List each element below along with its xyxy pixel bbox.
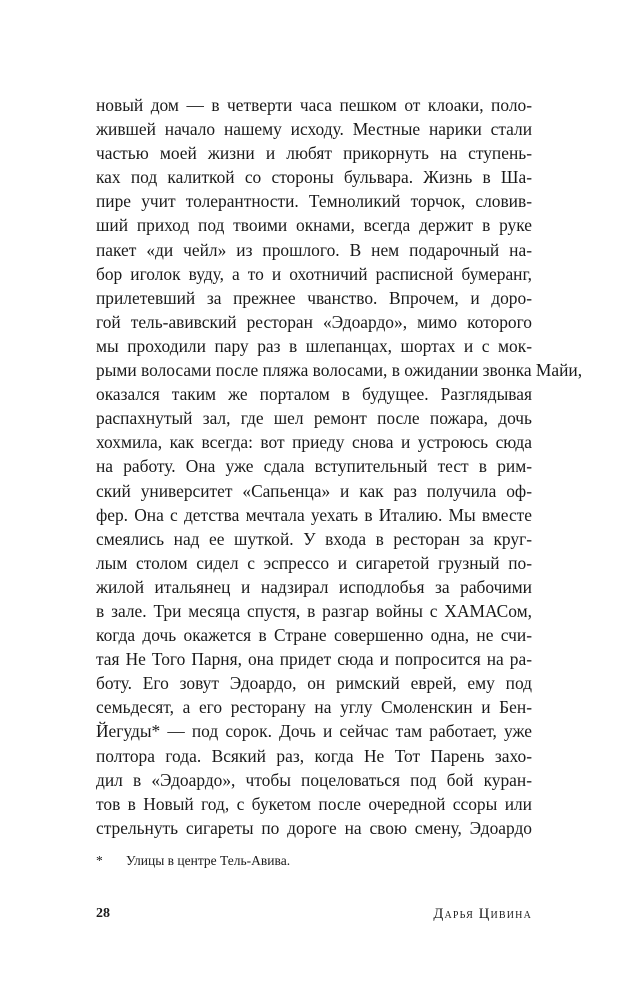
text-line: стрельнуть сигареты по дороге на свою смену, Эдоардо	[96, 817, 532, 838]
text-line: Йегуды* — под сорок. Дочь и сейчас там работает, уже	[96, 721, 532, 742]
footnote-text: Улицы в центре Тель-Авива.	[126, 853, 291, 868]
text-line: смеялись над ее шуткой. У входа в ресторан за круг-	[96, 528, 532, 549]
text-line: боту. Его зовут Эдоардо, он римский еврей, ему под	[96, 673, 532, 694]
text-line: прилетевший за прежнее чванство. Впрочем, и доро-	[96, 287, 532, 308]
text-line: пакет «ди чейл» из прошлого. В нем подарочный на-	[96, 239, 532, 260]
text-line: бор иголок вуду, а то и охотничий расписной бумеранг,	[96, 263, 532, 284]
text-line: когда дочь окажется в Стране совершенно одна, не счи-	[96, 625, 532, 646]
text-line: частью моей жизни и любят прикорнуть на ступень-	[96, 143, 532, 164]
text-line: мы проходили пару раз в шлепанцах, шортах и с мок-	[96, 335, 532, 356]
footnote	[96, 852, 532, 870]
text-line: полтора года. Всякий раз, когда Не Тот Парень захо-	[96, 745, 532, 766]
main-text	[96, 93, 583, 840]
text-line: жилой итальянец и надзирал исподлобья за рабочими	[96, 576, 532, 597]
text-line: дил в «Эдоардо», чтобы поцеловаться под бой куран-	[96, 769, 532, 790]
text-line: лым столом сидел с эспрессо и сигаретой грузный по-	[96, 552, 532, 573]
text-line: рыми волосами после пляжа волосами, в ожидании звонка Майи,	[96, 360, 583, 381]
text-line: новый дом — в четверти часа пешком от клоаки, поло-	[96, 95, 532, 115]
text-line: ший приход под твоими окнами, всегда держит в руке	[96, 215, 532, 236]
text-line: ках под калиткой со стороны бульвара. Жизнь в Ша-	[96, 167, 532, 188]
text-line: хохмила, как всегда: вот приеду снова и устроюсь сюда	[96, 432, 532, 453]
text-line: распахнутый зал, где шел ремонт после пожара, дочь	[96, 408, 532, 429]
text-line: тая Не Того Парня, она придет сюда и попросится на ра-	[96, 649, 532, 670]
text-line: ский университет «Сапьенца» и как раз получила оф-	[96, 480, 532, 501]
text-line: на работу. Она уже сдала вступительный тест в рим-	[96, 456, 532, 477]
text-line: пире учит толерантности. Темноликий торчок, словив-	[96, 191, 532, 212]
footnote-mark: *	[96, 853, 103, 868]
text-line: в зале. Три месяца спустя, в разгар войны с ХАМАСом,	[96, 600, 532, 621]
page-number: 28	[96, 906, 110, 921]
text-line: тов в Новый год, с букетом после очередной ссоры или	[96, 793, 532, 814]
page-footer	[96, 904, 532, 924]
text-line: оказался таким же порталом в будущее. Разглядывая	[96, 384, 532, 405]
text-line: семьдесят, а его ресторану на углу Смоленскин и Бен-	[96, 697, 532, 718]
text-line: фер. Она с детства мечтала уехать в Италию. Мы вместе	[96, 504, 532, 525]
running-head-author: Дарья Цивина	[433, 906, 532, 922]
text-line: жившей начало нашему исходу. Местные нарики стали	[96, 119, 532, 140]
text-line: гой тель-авивский ресторан «Эдоардо», мимо которого	[96, 311, 532, 332]
